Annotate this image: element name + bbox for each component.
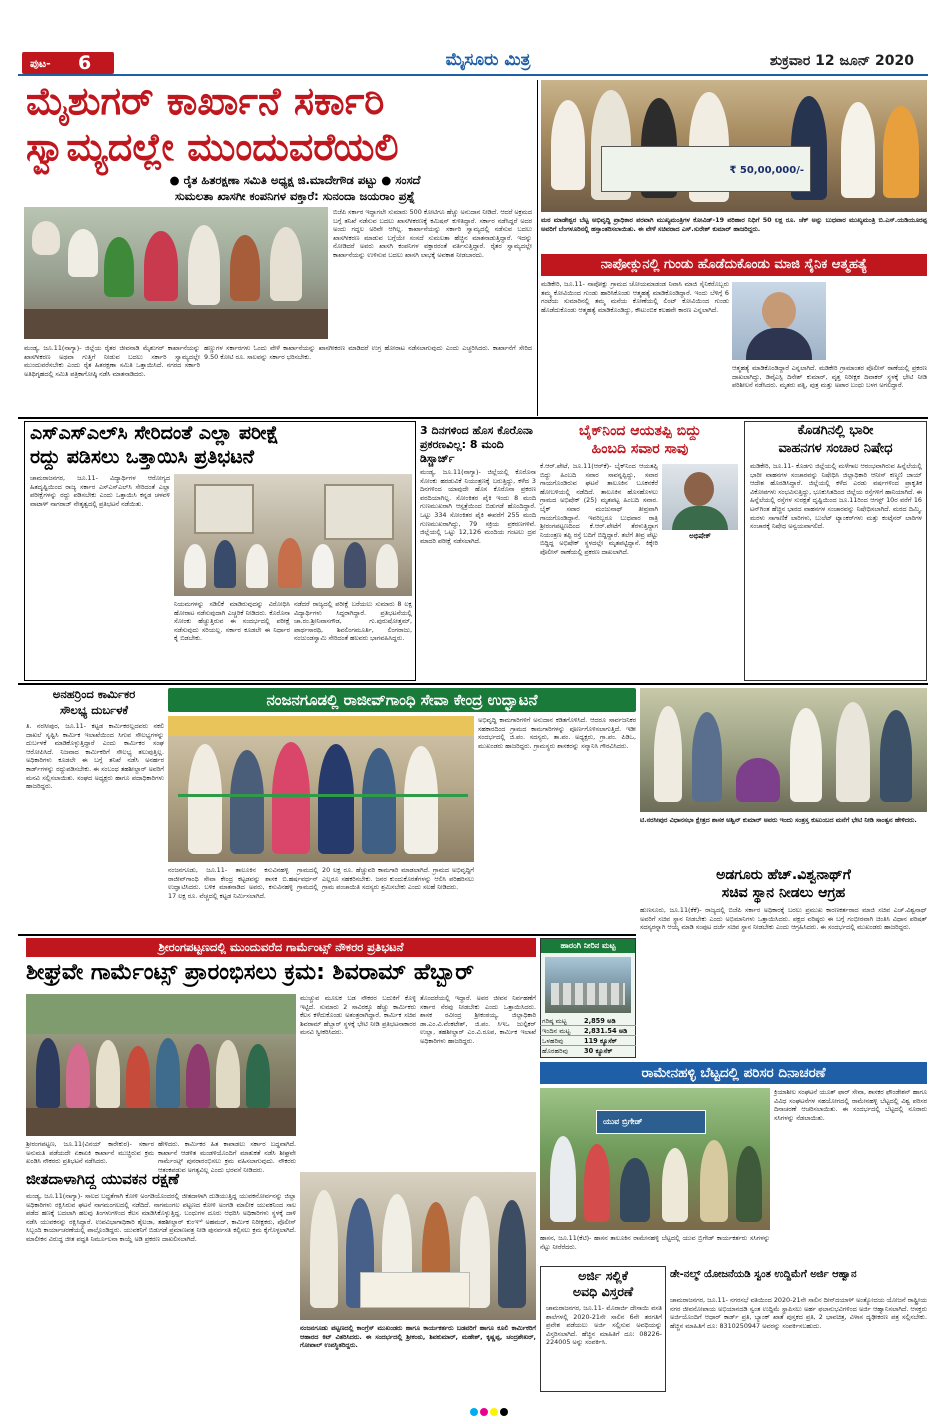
garments-protest-photo <box>26 994 296 1136</box>
sslc-protest-photo <box>174 474 412 596</box>
victim-portrait <box>662 464 738 530</box>
water-row: ಹೊರಹರಿವು 30 ಕ್ಯೂಸೆಕ್ <box>542 1047 613 1055</box>
application-headline-line1: ಅರ್ಜಿ ಸಲ್ಲಿಕೆ <box>578 1268 628 1283</box>
h-divider-3 <box>18 934 636 936</box>
victim-caption: ಅಭಿಷೇಕ್ <box>689 532 711 540</box>
kodagu-headline-line1: ಕೊಡಗಿನಲ್ಲಿ ಭಾರೀ <box>797 423 874 438</box>
ribbon-cutting-photo <box>168 716 474 862</box>
dnulm-body: ಚಾಮರಾಜನಗರ, ಜೂ.11- ನಗರಸಭೆ ವತಿಯಿಂದ 2020-21ನೇ ಸಾಲಿನ ದೀನ್‌ದಯಾಳ್ ಅಂತ್ಯೋದಯ ಯೋಜನೆ ರಾಷ್ಟ್ರೀಯ ನಗರ ಜೀವನೋಪಾಯ ಅಭಿಯಾನದಡಿ ಸ್ವಂತ ಉದ್ದಿಮೆ ಸ್ಥಾಪಿಸಲು ಅರ್ಹ ಫಲಾನುಭವಿಗಳಿಂದ ಅರ್ಜಿ ಆಹ್ವಾನಿಸಲಾಗಿದೆ. ಆಸಕ್ತರು ಅರ್ಜಿಯೊಂದಿಗೆ ಆಧಾರ್ ಕಾರ್ಡ್ ಪ್ರತಿ, ಬ್ಯಾಂಕ್ ಖಾತೆ ಪುಸ್ತಕದ ಪ್ರತಿ, 2 ಭಾವಚಿತ್ರ, ವಿಳಾಸ ದೃಢೀಕರಣ ಪತ್ರ ಸಲ್ಲಿಸಬೇಕು. ಹೆಚ್ಚಿನ ಮಾಹಿತಿಗೆ ದೂ: 8310250947 ಅವರನ್ನು ಸಂಪರ್ಕಿಸಬಹುದು. <box>670 1296 927 1330</box>
environment-headline: ರಾಮೇನಹಳ್ಳಿ ಬೆಟ್ಟದಲ್ಲಿ ಪರಿಸರ ದಿನಾಚರಣೆ <box>540 1062 927 1084</box>
garments-photo-caption: ಶ್ರೀರಂಗಪಟ್ಟಣ, ಜೂ.11(ವಿನಯ್ ಕಾರೇಕುರ)- ಸರ್ಕಾರ ಅನುಮತಿ ಪಡೆಯದೇ ಏಕಾಏಕಿ ಕಾರ್ಖಾನೆ ಮುಚ್ಚಿರುವ ಕ್ರಮ ಖಂಡಿಸಿ ನೌಕರರು ಪ್ರತಿಭಟನೆ ನಡೆಸಿದರು. <box>26 1140 154 1166</box>
nanjangud-headline: ನಂಜನಗೂಡಲ್ಲಿ ರಾಜೀವ್‌ಗಾಂಧಿ ಸೇವಾ ಕೇಂದ್ರ ಉದ್ಘಾಟನೆ <box>168 688 636 712</box>
page-number: 6 <box>78 52 92 74</box>
bike-body: ಕೆ.ಆರ್.ಪೇಟೆ, ಜೂ.11(ಆರ್‌ಕೆ)- ಬೈಕ್‌ನಿಂದ ಆಯತಪ್ಪಿ ಬಿದ್ದು ಹಿಂಬದಿ ಸವಾರ ಸಾವನ್ನಪ್ಪಿದ್ದು, ಸವಾರ ಗಾಯಗೊಂಡಿರುವ ಘಟನೆ ತಾಲೂಕಿನ ಬೂಕನಕೆರೆ ಹೋಬಳಿಯಲ್ಲಿ ನಡೆದಿದೆ. ತಾಲೂಕಿನ ಹೊಸಹೊಳಲು ಗ್ರಾಮದ ಅಭಿಷೇಕ್ (25) ಮೃತಪಟ್ಟ ಹಿಂಬದಿ ಸವಾರ. ಬೈಕ್ ಸವಾರ ಮಂಜುನಾಥ್ ತೀವ್ರವಾಗಿ ಗಾಯಗೊಂಡಿದ್ದಾನೆ. ಇವರಿಬ್ಬರೂ ಬುಧವಾರ ರಾತ್ರಿ ಶ್ರೀರಂಗಪಟ್ಟಣದಿಂದ ಕೆ.ಆರ್.ಪೇಟೆಗೆ ತೆರಳುತ್ತಿದ್ದಾಗ ನಿಯಂತ್ರಣ ತಪ್ಪಿ ರಸ್ತೆ ಬದಿಗೆ ಬಿದ್ದಿದ್ದಾರೆ. ತಲೆಗೆ ತೀವ್ರ ಪೆಟ್ಟು ಬಿದ್ದಿದ್ದ ಅಭಿಷೇಕ್ ಸ್ಥಳದಲ್ಲೇ ಮೃತಪಟ್ಟಿದ್ದಾನೆ. ಕಿಕ್ಕೇರಿ ಪೊಲೀಸ್ ಠಾಣೆಯಲ್ಲಿ ಪ್ರಕರಣ ದಾಖಲಾಗಿದೆ. <box>540 462 658 556</box>
nanjangud-body-3: ಅಭಿವೃದ್ಧಿ ಕಾಮಗಾರಿಗಳಿಗೆ ಅನುದಾನ ಕಡಿತಗೊಳಿಸಿದೆ. ಆದರೂ ಸಾರ್ವಜನಿಕರ ಸಹಕಾರದಿಂದ ಗ್ರಾಮದ ಕಾಮಗಾರಿಗಳನ್ನು ಪೂರ್ಣಗೊಳಿಸಲಾಗುತ್ತಿದೆ. ಇಡೀ ಸಂದರ್ಭದಲ್ಲಿ ಜಿ.ಪಂ. ಸದಸ್ಯರು, ತಾ.ಪಂ. ಅಧ್ಯಕ್ಷರು, ಗ್ರಾ.ಪಂ. ಪಿಡಿಒ, ಮುಖಂಡರು ಹಾಜರಿದ್ದರು. ಗ್ರಾಮಸ್ಥರು ಶಾಸಕರನ್ನು ಸನ್ಮಾನಿಸಿ ಗೌರವಿಸಿದರು. <box>478 716 636 750</box>
dnulm-headline: ಡೇ-ನಲ್ಮ್ ಯೋಜನೆಯಡಿ ಸ್ವಂತ ಉದ್ದಿಮೆಗೆ ಅರ್ಜಿ ಆಹ್ವಾನ <box>670 1269 857 1280</box>
garments-body-3: ತೊಂದರೆಯಲ್ಲಿ ಇದ್ದಾರೆ. ಅವರ ಜೀವನ ನಿರ್ವಹಣೆಗೆ ಸರ್ಕಾರ ನೆರವು ನೀಡಬೇಕು ಎಂದು ಒತ್ತಾಯಿಸಿದರು. ಶಾಸಕ ರವೀಂದ್ರ ಶ್ರೀಕಂಠಯ್ಯ, ಜಿಲ್ಲಾಧಿಕಾರಿ ಡಾ.ಎಂ.ವಿ.ವೆಂಕಟೇಶ್, ಜಿ.ಪಂ. ಸಿಇಒ ಜುಲ್ಫಿಕರ್ ಉಲ್ಲಾ, ತಹಶೀಲ್ದಾರ್ ಎಂ.ವಿ.ರೂಪ, ಕಾರ್ಮಿಕ ಇಲಾಖೆ ಅಧಿಕಾರಿಗಳು ಹಾಜರಿದ್ದರು. <box>420 994 536 1045</box>
cheque-amount: ₹ 50,00,000/- <box>729 165 804 176</box>
lead-photo <box>24 207 328 339</box>
corona-headline: 3 ದಿನಗಳಿಂದ ಹೊಸ ಕೊರೊನಾ ಪ್ರಕರಣವಿಲ್ಲ: 8 ಮಂದಿ ಡಿಸ್ಚಾರ್ಜ್ <box>420 424 533 465</box>
nanjangud-body: ನಂಜನಗೂಡು, ಜೂ.11- ತಾಲೂಕಿನ ಕಸುವಿನಹಳ್ಳಿ ಗ್ರಾಮದಲ್ಲಿ ರಾಜೀವ್‌ಗಾಂಧಿ ಸೇವಾ ಕೇಂದ್ರ ಕಟ್ಟಡವನ್ನು ಶಾಸಕ ಬಿ.ಹರ್ಷವರ್ಧನ್ ಉದ್ಘಾಟಿಸಿದರು. ಬಳಿಕ ಮಾತನಾಡಿದ ಅವರು, ಕಸುವಿನಹಳ್ಳಿ ಗ್ರಾಮದಲ್ಲಿ 17 ಲಕ್ಷ ರೂ. ವೆಚ್ಚದಲ್ಲಿ ಕಟ್ಟಡ ನಿರ್ಮಿಸಲಾಗಿದೆ. <box>168 866 318 900</box>
sslc-headline-line2: ರದ್ದು ಪಡಿಸಲು ಒತ್ತಾಯಿಸಿ ಪ್ರತಿಭಟನೆ <box>30 446 254 468</box>
h-divider-1 <box>18 417 928 419</box>
garments-body: ಮುಚ್ಚುವ ಮೂಲಕ ಬಡ ನೌಕರರ ಬದುಕಿಗೆ ಕೊಳ್ಳಿ ಇಟ್ಟಿದೆ. ಸುಮಾರು 2 ಸಾವಿರಕ್ಕೂ ಹೆಚ್ಚು ಕಾರ್ಮಿಕರು ಕೆಲಸ ಕಳೆದುಕೊಂಡು ಅತಂತ್ರರಾಗಿದ್ದಾರೆ. ಕಾರ್ಮಿಕ ಸಚಿವ ಶಿವರಾಮ್ ಹೆಬ್ಬಾರ್ ಸ್ಥಳಕ್ಕೆ ಭೇಟಿ ನೀಡಿ ಪ್ರತಿಭಟನಾಕಾರರ ಮನವಿ ಸ್ವೀಕರಿಸಿದರು. <box>300 994 416 1037</box>
kodagu-body: ಮಡಿಕೇರಿ, ಜೂ.11- ಕೊಡಗು ಜಿಲ್ಲೆಯಲ್ಲಿ ಮಳೆಗಾಲ ಆರಂಭವಾಗಿರುವ ಹಿನ್ನೆಲೆಯಲ್ಲಿ ಭಾರೀ ವಾಹನಗಳ ಸಂಚಾರವನ್ನು ನಿಷೇಧಿಸಿ ಜಿಲ್ಲಾಧಿಕಾರಿ ಆನೀಸ್ ಕಣ್ಮಣಿ ಜಾಯ್ ಆದೇಶ ಹೊರಡಿಸಿದ್ದಾರೆ. ಜಿಲ್ಲೆಯಲ್ಲಿ ಕಳೆದ ಎರಡು ವರ್ಷಗಳಿಂದ ಪ್ರಾಕೃತಿಕ ವಿಕೋಪಗಳು ಸಂಭವಿಸುತ್ತಿದ್ದು, ಭೂಕುಸಿತದಿಂದ ಜಿಲ್ಲೆಯ ರಸ್ತೆಗಳಿಗೆ ಹಾನಿಯಾಗಿದೆ. ಈ ಹಿನ್ನೆಲೆಯಲ್ಲಿ ರಸ್ತೆಗಳ ಸುರಕ್ಷತೆ ದೃಷ್ಟಿಯಿಂದ ಜೂ.11ರಿಂದ ಆಗಸ್ಟ್ 10ರ ವರೆಗೆ 16 ಟನ್‌ಗಿಂತ ಹೆಚ್ಚಿನ ಭಾರದ ವಾಹನಗಳ ಸಂಚಾರವನ್ನು ನಿಷೇಧಿಸಲಾಗಿದೆ. ಮರದ ದಿಮ್ಮಿ, ಮರಳು ಸಾಗಾಣಿಕೆ ಲಾರಿಗಳು, ಬುಲೆಟ್ ಟ್ಯಾಂಕರ್‌ಗಳು ಮತ್ತು ಕಂಟೈನರ್ ಲಾರಿಗಳ ಸಂಚಾರಕ್ಕೆ ನಿಷೇಧ ಅನ್ವಯವಾಗಲಿದೆ. <box>750 462 922 531</box>
rescue-headline: ಜೀತದಾಳಾಗಿದ್ದ ಯುವಕನ ರಕ್ಷಣೆ <box>26 1170 180 1188</box>
corona-body: ಮಂಡ್ಯ, ಜೂ.11(ನಾಗ್ಯಾ)- ಜಿಲ್ಲೆಯಲ್ಲಿ ಕೊರೊನಾ ಸೋಂಕು ಹರಡುವಿಕೆ ನಿಯಂತ್ರಣಕ್ಕೆ ಬರುತ್ತಿದ್ದು, ಕಳೆದ 3 ದಿನಗಳಿಂದ ಯಾವುದೇ ಹೊಸ ಕೊರೊನಾ ಪ್ರಕರಣ ವರದಿಯಾಗಿಲ್ಲ. ಸೋಂಕಿತರ ಪೈಕಿ ಇಂದು 8 ಮಂದಿ ಗುಣಮುಖರಾಗಿ ಆಸ್ಪತ್ರೆಯಿಂದ ಬಿಡುಗಡೆ ಹೊಂದಿದ್ದಾರೆ. ಒಟ್ಟು 334 ಸೋಂಕಿತರ ಪೈಕಿ ಈವರೆಗೆ 255 ಮಂದಿ ಗುಣಮುಖರಾಗಿದ್ದು, 79 ಸಕ್ರಿಯ ಪ್ರಕರಣಗಳಿವೆ. ಜಿಲ್ಲೆಯಲ್ಲಿ ಒಟ್ಟು 12,126 ಮಂದಿಯ ಗಂಟಲು ದ್ರವ ಮಾದರಿ ಪರೀಕ್ಷೆ ನಡೆಸಲಾಗಿದೆ. <box>420 468 536 545</box>
lead-headline-line2: ಸ್ವಾಮ್ಯದಲ್ಲೇ ಮುಂದುವರೆಯಲಿ <box>26 125 399 169</box>
kodagu-headline-line2: ವಾಹನಗಳ ಸಂಚಾರ ನಿಷೇಧ <box>778 441 893 456</box>
bike-headline-line1: ಬೈಕ್‌ನಿಂದ ಆಯತಪ್ಪಿ ಬಿದ್ದು <box>579 423 701 439</box>
workers-headline-line1: ಅನಹರ್ರಿಂದ ಕಾರ್ಮಿಕರ <box>52 687 136 701</box>
soldier-portrait <box>732 282 826 360</box>
lead-right-column: ಬಿಜೆಪಿ ಸರ್ಕಾರ ಇದ್ದಾಗಲೇ ಸುಮಾರು 500 ಕೋಟಿಗೂ ಹೆಚ್ಚು ಅನುದಾನ ನೀಡಿದೆ. ಆದರೆ ಅಕ್ರಮದ ಬಗ್ಗೆ ತನಿಖೆ ನಡೆಸುವ ಬದಲು ಖಾಸಗೀಕರಣಕ್ಕೆ ಕಮಿಷನ್ ಕುಳಿತಿದ್ದಾರೆ. ಸರ್ಕಾರ ನಡೆಸಿದ್ದರೆ ಅದರ ಅಂದು ಗದ್ದಲ ಅರಿವೇ ಆಗಿಲ್ಲ. ಕಾರ್ಖಾನೆಯನ್ನು ಸರ್ಕಾರಿ ಸ್ವಾಮ್ಯದಲ್ಲಿ ನಡೆಸುವ ಬದಲು ಖಾಸಗೀಕರಣ ಮಾಡುವ ಬಗ್ಗೆಯೇ ಸಂಸದೆ ಸುಮಲತಾ ಹೆಚ್ಚಿನ ಮಾತನಾಡುತ್ತಿದ್ದಾರೆ. ಇದನ್ನು ನೋಡಿದರೆ ಅವರು ಖಾಸಗಿ ಕಂಪನಿಗಳ ವಕ್ತಾರರಂತೆ ವರ್ತಿಸುತ್ತಿದ್ದಾರೆ. ರೈತರ ಸ್ವಾಮ್ಯದಲ್ಲೇ ಕಾರ್ಖಾನೆಯನ್ನು ಉಳಿಸುವ ಬದಲು ಖಾಸಗಿ ಲಾಭಕ್ಕೆ ಅವಕಾಶ ನೀಡಬಾರದು. <box>333 208 532 259</box>
sslc-body-col1: ಚಾಮರಾಜನಗರ, ಜೂ.11- ವಿದ್ಯಾರ್ಥಿಗಳ ಆರೋಗ್ಯದ ಹಿತದೃಷ್ಟಿಯಿಂದ ರಾಜ್ಯ ಸರ್ಕಾರ ಎಸ್‌ಎಸ್‌ಎಲ್‌ಸಿ ಸೇರಿದಂತೆ ಎಲ್ಲಾ ಪರೀಕ್ಷೆಗಳನ್ನು ರದ್ದು ಪಡಿಸಬೇಕು ಎಂದು ಒತ್ತಾಯಿಸಿ ಕನ್ನಡ ಚಳವಳಿ ವಾಟಾಳ್ ನಾಗರಾಜ್ ನೇತೃತ್ವದಲ್ಲಿ ಪ್ರತಿಭಟನೆ ನಡೆಯಿತು. <box>30 474 170 508</box>
water-level-table <box>540 1016 636 1056</box>
murder-body-2: ಆತ್ಮಹತ್ಯೆ ಮಾಡಿಕೊಂಡಿದ್ದಾರೆ ಎನ್ನಲಾಗಿದೆ. ಮಡಿಕೇರಿ ಗ್ರಾಮಾಂತರ ಪೊಲೀಸ್ ಠಾಣೆಯಲ್ಲಿ ಪ್ರಕರಣ ದಾಖಲಾಗಿದ್ದು, ಡಿವೈಎಸ್ಪಿ ದಿನೇಶ್ ಕುಮಾರ್, ವೃತ್ತ ನಿರೀಕ್ಷಕ ದಿವಾಕರ್ ಸ್ಥಳಕ್ಕೆ ಭೇಟಿ ನೀಡಿ ಪರಿಶೀಲನೆ ನಡೆಸಿದರು. ಮೃತರು ಪತ್ನಿ, ಪುತ್ರ ಮತ್ತು ಅಪಾರ ಬಂಧು ಬಳಗ ಅಗಲಿದ್ದಾರೆ. <box>732 364 927 390</box>
murder-body: ಮಡಿಕೇರಿ, ಜೂ.11- ನಾಪೋಕ್ಲು ಗ್ರಾಮದ ಚೋಯಮಾಡಂಡ ನಿವಾಸಿ ಮಾಜಿ ಸೈನಿಕರೊಬ್ಬರು ತಮ್ಮ ಕೋವಿಯಿಂದ ಗುಂಡು ಹಾರಿಸಿಕೊಂಡು ಆತ್ಮಹತ್ಯೆ ಮಾಡಿಕೊಂಡಿದ್ದಾರೆ. ಇಂದು ಬೆಳಿಗ್ಗೆ 6 ಗಂಟೆಯ ಸುಮಾರಿನಲ್ಲಿ ತಮ್ಮ ಮನೆಯ ಕೋಣೆಯಲ್ಲಿ ಲಿಂಟ್ ಕೋವಿಯಿಂದ ಗುಂಡು ಹೊಡೆದುಕೊಂಡು ಆತ್ಮಹತ್ಯೆ ಮಾಡಿಕೊಂಡಿದ್ದು, ಕೌಟುಂಬಿಕ ಕಲಹವೇ ಕಾರಣ ಎನ್ನಲಾಗಿದೆ. <box>541 280 729 314</box>
garments-body-2: ಹೇಳಿದರು. ಕಾರ್ಮಿಕರ ಹಿತ ಕಾಪಾಡಲು ಸರ್ಕಾರ ಬದ್ಧವಾಗಿದೆ. ಕಾರ್ಖಾನೆ ಆಡಳಿತ ಮಂಡಳಿಯೊಂದಿಗೆ ಮಾತುಕತೆ ನಡೆಸಿ ಶೀಘ್ರವೇ ಗಾರ್ಮೆಂಟ್ಸ್ ಪುನರಾರಂಭಿಸಲು ಕ್ರಮ ವಹಿಸಲಾಗುವುದು. ನೌಕರರು ಆತಂಕಪಡುವ ಅಗತ್ಯವಿಲ್ಲ ಎಂದು ಭರವಸೆ ನೀಡಿದರು. <box>158 1140 296 1174</box>
garments-headline: ಶೀಘ್ರವೇ ಗಾರ್ಮೆಂಟ್ಸ್ ಪ್ರಾರಂಭಿಸಲು ಕ್ರಮ: ಶಿವರಾಮ್ ಹೆಬ್ಬಾರ್ <box>26 960 475 985</box>
water-row: ಒಳಹರಿವು 119 ಕ್ಯೂಸೆಕ್ <box>540 1036 636 1046</box>
food-kit-caption: ನಂಜನಗೂಡು ಪಟ್ಟಣದಲ್ಲಿ ಕಾಂಗ್ರೆಸ್ ಮುಖಂಡರು ಹಾಗೂ ಕಾರ್ಯಕರ್ತರು ಬಡವರಿಗೆ ಹಾಗೂ ಕೂಲಿ ಕಾರ್ಮಿಕರಿಗೆ ಆಹಾರದ ಕಿಟ್ ವಿತರಿಸಿದರು. ಈ ಸಂದರ್ಭದಲ್ಲಿ ಶ್ರೀಕಂಠು, ಶಿವಕುಮಾರ್, ಮಹೇಶ್, ಕೃಷ್ಣಪ್ಪ, ಚಂದ್ರಶೇಖರ್, ಗೋಪಾಲ್ ಉಪಸ್ಥಿತರಿದ್ದರು. <box>300 1324 536 1350</box>
workers-headline-line2: ಸೌಲಭ್ಯ ದುರ್ಬಳಕೆ <box>60 703 128 717</box>
tree-planting-photo <box>540 1088 770 1230</box>
lead-body-col2: ಹಣ್ಣುಗಳ ಸರ್ಕಾರಗಳು ಓಂದು ವೇಳೆ ಕಾರ್ಖಾನೆಯನ್ನು ಖಾಸಗೀಕರಣ ಮಾಡಿದರೆ ಉಗ್ರ ಹೋರಾಟ ನಡೆಸಲಾಗುವುದು ಎಂದು ಎಚ್ಚರಿಸಿದರು. ಕಾರ್ಖಾನೆಗೆ ಸೇರಿದ 9.50 ಕೋಟಿ ರೂ. ಸಾಲವನ್ನು ಸರ್ಕಾರ ಭರಿಸಬೇಕು. <box>204 344 532 361</box>
youth-banner: ಯುವ ಬ್ರಿಗೇಡ್ <box>596 1110 706 1134</box>
page-label: ಪುಟ- <box>30 57 51 70</box>
masthead: ಮೈಸೂರು ಮಿತ್ರ <box>445 50 531 70</box>
lead-kicker-line1: ● ರೈತ ಹಿತರಕ್ಷಣಾ ಸಮಿತಿ ಅಧ್ಯಕ್ಷ ಜಿ.ಮಾದೇಗೌಡ ಪಟ್ಟು ● ಸಂಸದೆ <box>169 173 421 187</box>
cheque-board <box>601 146 811 192</box>
nanjangud-body-2: 20 ಲಕ್ಷ ರೂ. ಹೆಚ್ಚುವರಿ ಕಾಮಗಾರಿ ಮಾಡಲಾಗಿದೆ. ಗ್ರಾಮದ ಅಭಿವೃದ್ಧಿಗೆ ಎಲ್ಲರೂ ಸಹಕರಿಸಬೇಕು. ಜನರ ಕುಂದುಕೊರತೆಗಳನ್ನು ಆಲಿಸಿ ಪರಿಹರಿಸಲು ಗ್ರಾಮ ಪಂಚಾಯಿತಿ ಸದಸ್ಯರು ಶ್ರಮಿಸಬೇಕು ಎಂದು ಸಲಹೆ ನೀಡಿದರು. <box>322 866 474 892</box>
rescue-body: ಮಂಡ್ಯ, ಜೂ.11(ನಾಗ್ಯಾ)- ಸಾಲದ ಬದ್ಧತೆಗಾಗಿ ಕೋಳಿ ಅಂಗಡಿಯೊಂದರಲ್ಲಿ ಜೀತದಾಳಾಗಿ ದುಡಿಯುತ್ತಿದ್ದ ಯುವಕನೋರ್ವನನ್ನು ಜಿಲ್ಲಾ ಅಧಿಕಾರಿಗಳು ರಕ್ಷಿಸಿರುವ ಘಟನೆ ನಾಗಮಂಗಲದಲ್ಲಿ ನಡೆದಿದೆ. ನಾಗಮಂಗಲ ಪಟ್ಟಣದ ಕೋಳಿ ಅಂಗಡಿ ಮಾಲೀಕ ಯುವಕನಿಂದ ಸಾಲ ಪಡೆದ ಹಣಕ್ಕೆ ಬದಲಾಗಿ ಹಲವು ತಿಂಗಳುಗಳಿಂದ ಕೆಲಸ ಮಾಡಿಸಿಕೊಳ್ಳುತ್ತಿದ್ದ. ಬಂಧುಗಳ ದೂರು ಆಧರಿಸಿ ಅಧಿಕಾರಿಗಳು ಸ್ಥಳಕ್ಕೆ ದಾಳಿ ನಡೆಸಿ ಯುವಕನನ್ನು ರಕ್ಷಿಸಿದ್ದಾರೆ. ಉಪವಿಭಾಗಾಧಿಕಾರಿ ಶೈಲಜಾ, ತಹಶೀಲ್ದಾರ್ ಕುಂಞಿ ಅಹಮದ್, ಕಾರ್ಮಿಕ ನಿರೀಕ್ಷಕರು, ಪೊಲೀಸ್ ಸಿಬ್ಬಂದಿ ಕಾರ್ಯಾಚರಣೆಯಲ್ಲಿ ಪಾಲ್ಗೊಂಡಿದ್ದರು. ಯುವಕನಿಗೆ ಬಿಡುಗಡೆ ಪ್ರಮಾಣಪತ್ರ ನೀಡಿ ಪುನರ್ವಸತಿ ಕಲ್ಪಿಸಲು ಕ್ರಮ ಕೈಗೊಳ್ಳಲಾಗಿದೆ. ಮಾಲೀಕನ ವಿರುದ್ಧ ಜೀತ ಪದ್ಧತಿ ನಿರ್ಮೂಲನಾ ಕಾಯ್ದೆ ಅಡಿ ಪ್ರಕರಣ ದಾಖಲಿಸಲಾಗಿದೆ. <box>26 1192 296 1243</box>
application-body: ಚಾಮರಾಜನಗರ, ಜೂ.11- ಮೊರಾರ್ಜಿ ದೇಸಾಯಿ ವಸತಿ ಶಾಲೆಗಳಲ್ಲಿ 2020-21ನೇ ಸಾಲಿನ 6ನೇ ತರಗತಿಗೆ ಪ್ರವೇಶ ಪಡೆಯಲು ಅರ್ಜಿ ಸಲ್ಲಿಸುವ ಅವಧಿಯನ್ನು ವಿಸ್ತರಿಸಲಾಗಿದೆ. ಹೆಚ್ಚಿನ ಮಾಹಿತಿಗೆ ದೂ: 08226-224005 ಅನ್ನು ಸಂಪರ್ಕಿಸಿ. <box>546 1304 662 1347</box>
lead-headline-line1: ಮೈಶುಗರ್ ಕಾರ್ಖಾನೆ ಸರ್ಕಾರಿ <box>26 79 385 123</box>
water-level-title: ಹಾರಂಗಿ ನೀರಿನ ಮಟ್ಟ <box>541 939 635 953</box>
lead-kicker-line2: ಸುಮಲತಾ ಖಾಸಗೀ ಕಂಪನಿಗಳ ವಕ್ತಾರೆ: ಸುನಂದಾ ಜಯರಾಂ ಪ್ರಶ್ನೆ <box>175 189 415 203</box>
cheque-photo <box>541 80 927 212</box>
header-date: ಶುಕ್ರವಾರ 12 ಜೂನ್ 2020 <box>769 53 914 69</box>
column-rule <box>537 80 538 416</box>
cheque-caption: ಮಠ ಮಾಡೇಶ್ವರ ಬೆಟ್ಟ ಅಭಿವೃದ್ಧಿ ಪ್ರಾಧಿಕಾರ ಪರವಾಗಿ ಮುಖ್ಯಮಂತ್ರಿಗಳ ಕೋವಿಡ್-19 ಪರಿಹಾರ ನಿಧಿಗೆ 50 ಲಕ್ಷ ರೂ. ಚೆಕ್ ಅನ್ನು ಬುಧವಾರ ಮುಖ್ಯಮಂತ್ರಿ ಬಿ.ಎಸ್.ಯಡಿಯೂರಪ್ಪ ಅವರಿಗೆ ಬೆಂಗಳೂರಿನಲ್ಲಿ ಹಸ್ತಾಂತರಿಸಲಾಯಿತು. ಈ ವೇಳೆ ಸಚಿವರಾದ ಎಸ್.ಸುರೇಶ್ ಕುಮಾರ್ ಹಾಜರಿದ್ದರು. <box>541 216 927 233</box>
page-header <box>18 50 928 76</box>
color-register-marks <box>470 1408 510 1416</box>
page-number-tag <box>22 52 114 74</box>
murder-headline: ನಾಪೋಕ್ಲುನಲ್ಲಿ ಗುಂಡು ಹೊಡೆದುಕೊಂಡು ಮಾಜಿ ಸೈನಿಕ ಆತ್ಮಹತ್ಯೆ <box>541 254 927 276</box>
condolence-photo <box>640 688 927 812</box>
bike-headline-line2: ಹಿಂಬದಿ ಸವಾರ ಸಾವು <box>591 441 689 457</box>
environment-caption: ಹಾಸನ, ಜೂ.11(ಕೆಟಿ)- ಹಾಸನ ತಾಲೂಕಿನ ರಾಮೇನಹಳ್ಳಿ ಬೆಟ್ಟದಲ್ಲಿ ಯುವ ಬ್ರಿಗೇಡ್ ಕಾರ್ಯಕರ್ತರು ಸಸಿಗಳನ್ನು ನೆಟ್ಟು ನೀರೆರೆದರು. <box>540 1234 770 1251</box>
vishwanath-body: ಹುಣಸೂರು, ಜೂ.11(ಕೆಕೆ)- ರಾಜ್ಯದಲ್ಲಿ ಬಿಜೆಪಿ ಸರ್ಕಾರ ಅಧಿಕಾರಕ್ಕೆ ಬರಲು ಪ್ರಮುಖ ಕಾರಣಕರ್ತರಾದ ಮಾಜಿ ಸಚಿವ ಎಚ್.ವಿಶ್ವನಾಥ್ ಅವರಿಗೆ ಸಚಿವ ಸ್ಥಾನ ನೀಡಬೇಕು ಎಂದು ಅಭಿಮಾನಿಗಳು ಒತ್ತಾಯಿಸಿದರು. ಪಕ್ಷದ ವರಿಷ್ಠರು ಈ ಬಗ್ಗೆ ಗಂಭೀರವಾಗಿ ಚಿಂತಿಸಿ ವಿಧಾನ ಪರಿಷತ್ ಸದಸ್ಯರನ್ನಾಗಿ ಆಯ್ಕೆ ಮಾಡಿ ಸಂಪುಟ ದರ್ಜೆ ಸಚಿವ ಸ್ಥಾನ ನೀಡಬೇಕು ಎಂದು ಆಗ್ರಹಿಸಿದರು. ಈ ಸಂದರ್ಭದಲ್ಲಿ ಮುಖಂಡರು ಹಾಜರಿದ್ದರು. <box>640 906 927 932</box>
workers-body: ತಿ. ನರಸೀಪುರ, ಜೂ.11- ಕಟ್ಟಡ ಕಾರ್ಮಿಕರಲ್ಲದವರು ನಕಲಿ ದಾಖಲೆ ಸೃಷ್ಟಿಸಿ ಕಾರ್ಮಿಕ ಇಲಾಖೆಯಿಂದ ಸಿಗುವ ಸೌಲಭ್ಯಗಳನ್ನು ದುರ್ಬಳಕೆ ಮಾಡಿಕೊಳ್ಳುತ್ತಿದ್ದಾರೆ ಎಂದು ಕಾರ್ಮಿಕರ ಸಂಘ ಆರೋಪಿಸಿದೆ. ನಿಜವಾದ ಕಾರ್ಮಿಕರಿಗೆ ಸೌಲಭ್ಯ ತಲುಪುತ್ತಿಲ್ಲ. ಅಧಿಕಾರಿಗಳು ಕೂಡಲೇ ಈ ಬಗ್ಗೆ ತನಿಖೆ ನಡೆಸಿ ಅನರ್ಹರ ಕಾರ್ಡ್‌ಗಳನ್ನು ರದ್ದುಪಡಿಸಬೇಕು. ಈ ಸಂಬಂಧ ತಹಶೀಲ್ದಾರ್ ಅವರಿಗೆ ಮನವಿ ಸಲ್ಲಿಸಲಾಯಿತು. ಸಂಘದ ಅಧ್ಯಕ್ಷರು ಹಾಗೂ ಪದಾಧಿಕಾರಿಗಳು ಹಾಜರಿದ್ದರು. <box>26 722 164 791</box>
sslc-body-col3: ನಡೆದರೆ ರಾಜ್ಯದಲ್ಲಿ ಪರೀಕ್ಷೆ ಬರೆಯಲು ಸುಮಾರು 8 ಲಕ್ಷ ವಿದ್ಯಾರ್ಥಿಗಳು ಸಿದ್ಧರಾಗಿದ್ದಾರೆ. ಪ್ರತಿಭಟನೆಯಲ್ಲಿ ಚಾ.ರಂ.ಶ್ರೀನಿವಾಸಗೌಡ, ಗು.ಪುರುಷೋತ್ತಮ್, ಪಾರ್ಥಸಾರಥಿ, ಶಿವಲಿಂಗಮೂರ್ತಿ, ಲಿಂಗರಾಜು, ನಂಜುಂಡಸ್ವಾಮಿ ಸೇರಿದಂತೆ ಹಲವರು ಭಾಗವಹಿಸಿದ್ದರು. <box>294 600 412 643</box>
vishwanath-headline-line2: ಸಚಿವ ಸ್ಥಾನ ನೀಡಲು ಆಗ್ರಹ <box>721 885 846 901</box>
food-kit-photo <box>300 1172 536 1320</box>
condolence-caption: ಟಿ.ನರಸೀಪುರ ವಿಧಾನಸಭಾ ಕ್ಷೇತ್ರದ ಶಾಸಕ ಅಶ್ವಿನ್ ಕುಮಾರ್ ಅವರು ಇಂದು ಸಂತ್ರಸ್ತ ಕುಟುಂಬದ ಮನೆಗೆ ಭೇಟಿ ನೀಡಿ ಸಾಂತ್ವನ ಹೇಳಿದರು. <box>640 816 917 824</box>
garments-banner: ಶ್ರೀರಂಗಪಟ್ಟಣದಲ್ಲಿ ಮುಂದುವರೆದ ಗಾರ್ಮೆಂಟ್ಸ್ ನೌಕರರ ಪ್ರತಿಭಟನೆ <box>26 938 536 957</box>
environment-body: ಕ್ರಿಯಾಶೀಲ ಸಂಘಟನೆ ಯೂತ್ ಫಾರ್ ಸೇವಾ, ಶಾಸಕರ ಫೌಂಡೇಶನ್ ಹಾಗೂ ವಿವಿಧ ಸಂಘಟನೆಗಳ ಸಹಯೋಗದಲ್ಲಿ ರಾಮೇನಹಳ್ಳಿ ಬೆಟ್ಟದಲ್ಲಿ ವಿಶ್ವ ಪರಿಸರ ದಿನಾಚರಣೆ ಆಚರಿಸಲಾಯಿತು. ಈ ಸಂದರ್ಭದಲ್ಲಿ ಬೆಟ್ಟದಲ್ಲಿ ನೂರಾರು ಸಸಿಗಳನ್ನು ನೆಡಲಾಯಿತು. <box>774 1088 927 1122</box>
application-headline-line2: ಅವಧಿ ವಿಸ್ತರಣೆ <box>572 1284 634 1299</box>
lead-body-col1: ಮಂಡ್ಯ, ಜೂ.11(ನಾಗ್ಯಾ)- ಜಿಲ್ಲೆಯ ರೈತರ ಜೀವನಾಡಿ ಮೈಶುಗರ್ ಕಾರ್ಖಾನೆಯನ್ನು ಖಾಸಗೀಕರಣ ಅಥವಾ ಗುತ್ತಿಗೆ ನೀಡುವ ಬದಲು ಸರ್ಕಾರಿ ಸ್ವಾಮ್ಯದಲ್ಲೇ ಮುಂದುವರೆಸಬೇಕು ಎಂದು ರೈತ ಹಿತರಕ್ಷಣಾ ಸಮಿತಿ ಒತ್ತಾಯಿಸಿದೆ. ನಗರದ ಸರ್ಕಾರಿ ಅತಿಥಿಗೃಹದಲ್ಲಿ ಸಮಿತಿ ಪತ್ರಿಕಾಗೋಷ್ಠಿ ನಡೆಸಿ ಮಾತನಾಡಿದರು. <box>24 344 200 378</box>
water-row: ಇಂದಿನ ಮಟ್ಟ 2,831.54 ಅಡಿ <box>540 1026 636 1036</box>
sslc-body-col2: ನಿಯಮಗಳನ್ನು ಸಡಿಲಿಕೆ ಮಾಡಿರುವುದನ್ನು ವಿರೋಧಿಸಿ ಹೋರಾಟ ನಡೆಸುವುದಾಗಿ ಎಚ್ಚರಿಕೆ ನೀಡಿದರು. ಕೊರೊನಾ ಸೋಂಕು ಹೆಚ್ಚುತ್ತಿರುವ ಈ ಸಂದರ್ಭದಲ್ಲಿ ಪರೀಕ್ಷೆ ನಡೆಸುವುದು ಸರಿಯಲ್ಲ. ಸರ್ಕಾರ ಕೂಡಲೇ ಈ ನಿರ್ಧಾರ ಕೈ ಬಿಡಬೇಕು. <box>174 600 290 643</box>
water-row: ಗರಿಷ್ಠ ಮಟ್ಟ 2,859 ಅಡಿ <box>540 1016 636 1026</box>
vishwanath-headline-line1: ಅಡಗೂರು ಹೆಚ್.ವಿಶ್ವನಾಥ್‌ಗೆ <box>716 867 851 883</box>
dam-photo <box>545 957 631 1013</box>
h-divider-2 <box>18 683 928 685</box>
sslc-headline-line1: ಎಸ್‌ಎಸ್‌ಎಲ್‌ಸಿ ಸೇರಿದಂತೆ ಎಲ್ಲಾ ಪರೀಕ್ಷೆ <box>30 422 279 444</box>
